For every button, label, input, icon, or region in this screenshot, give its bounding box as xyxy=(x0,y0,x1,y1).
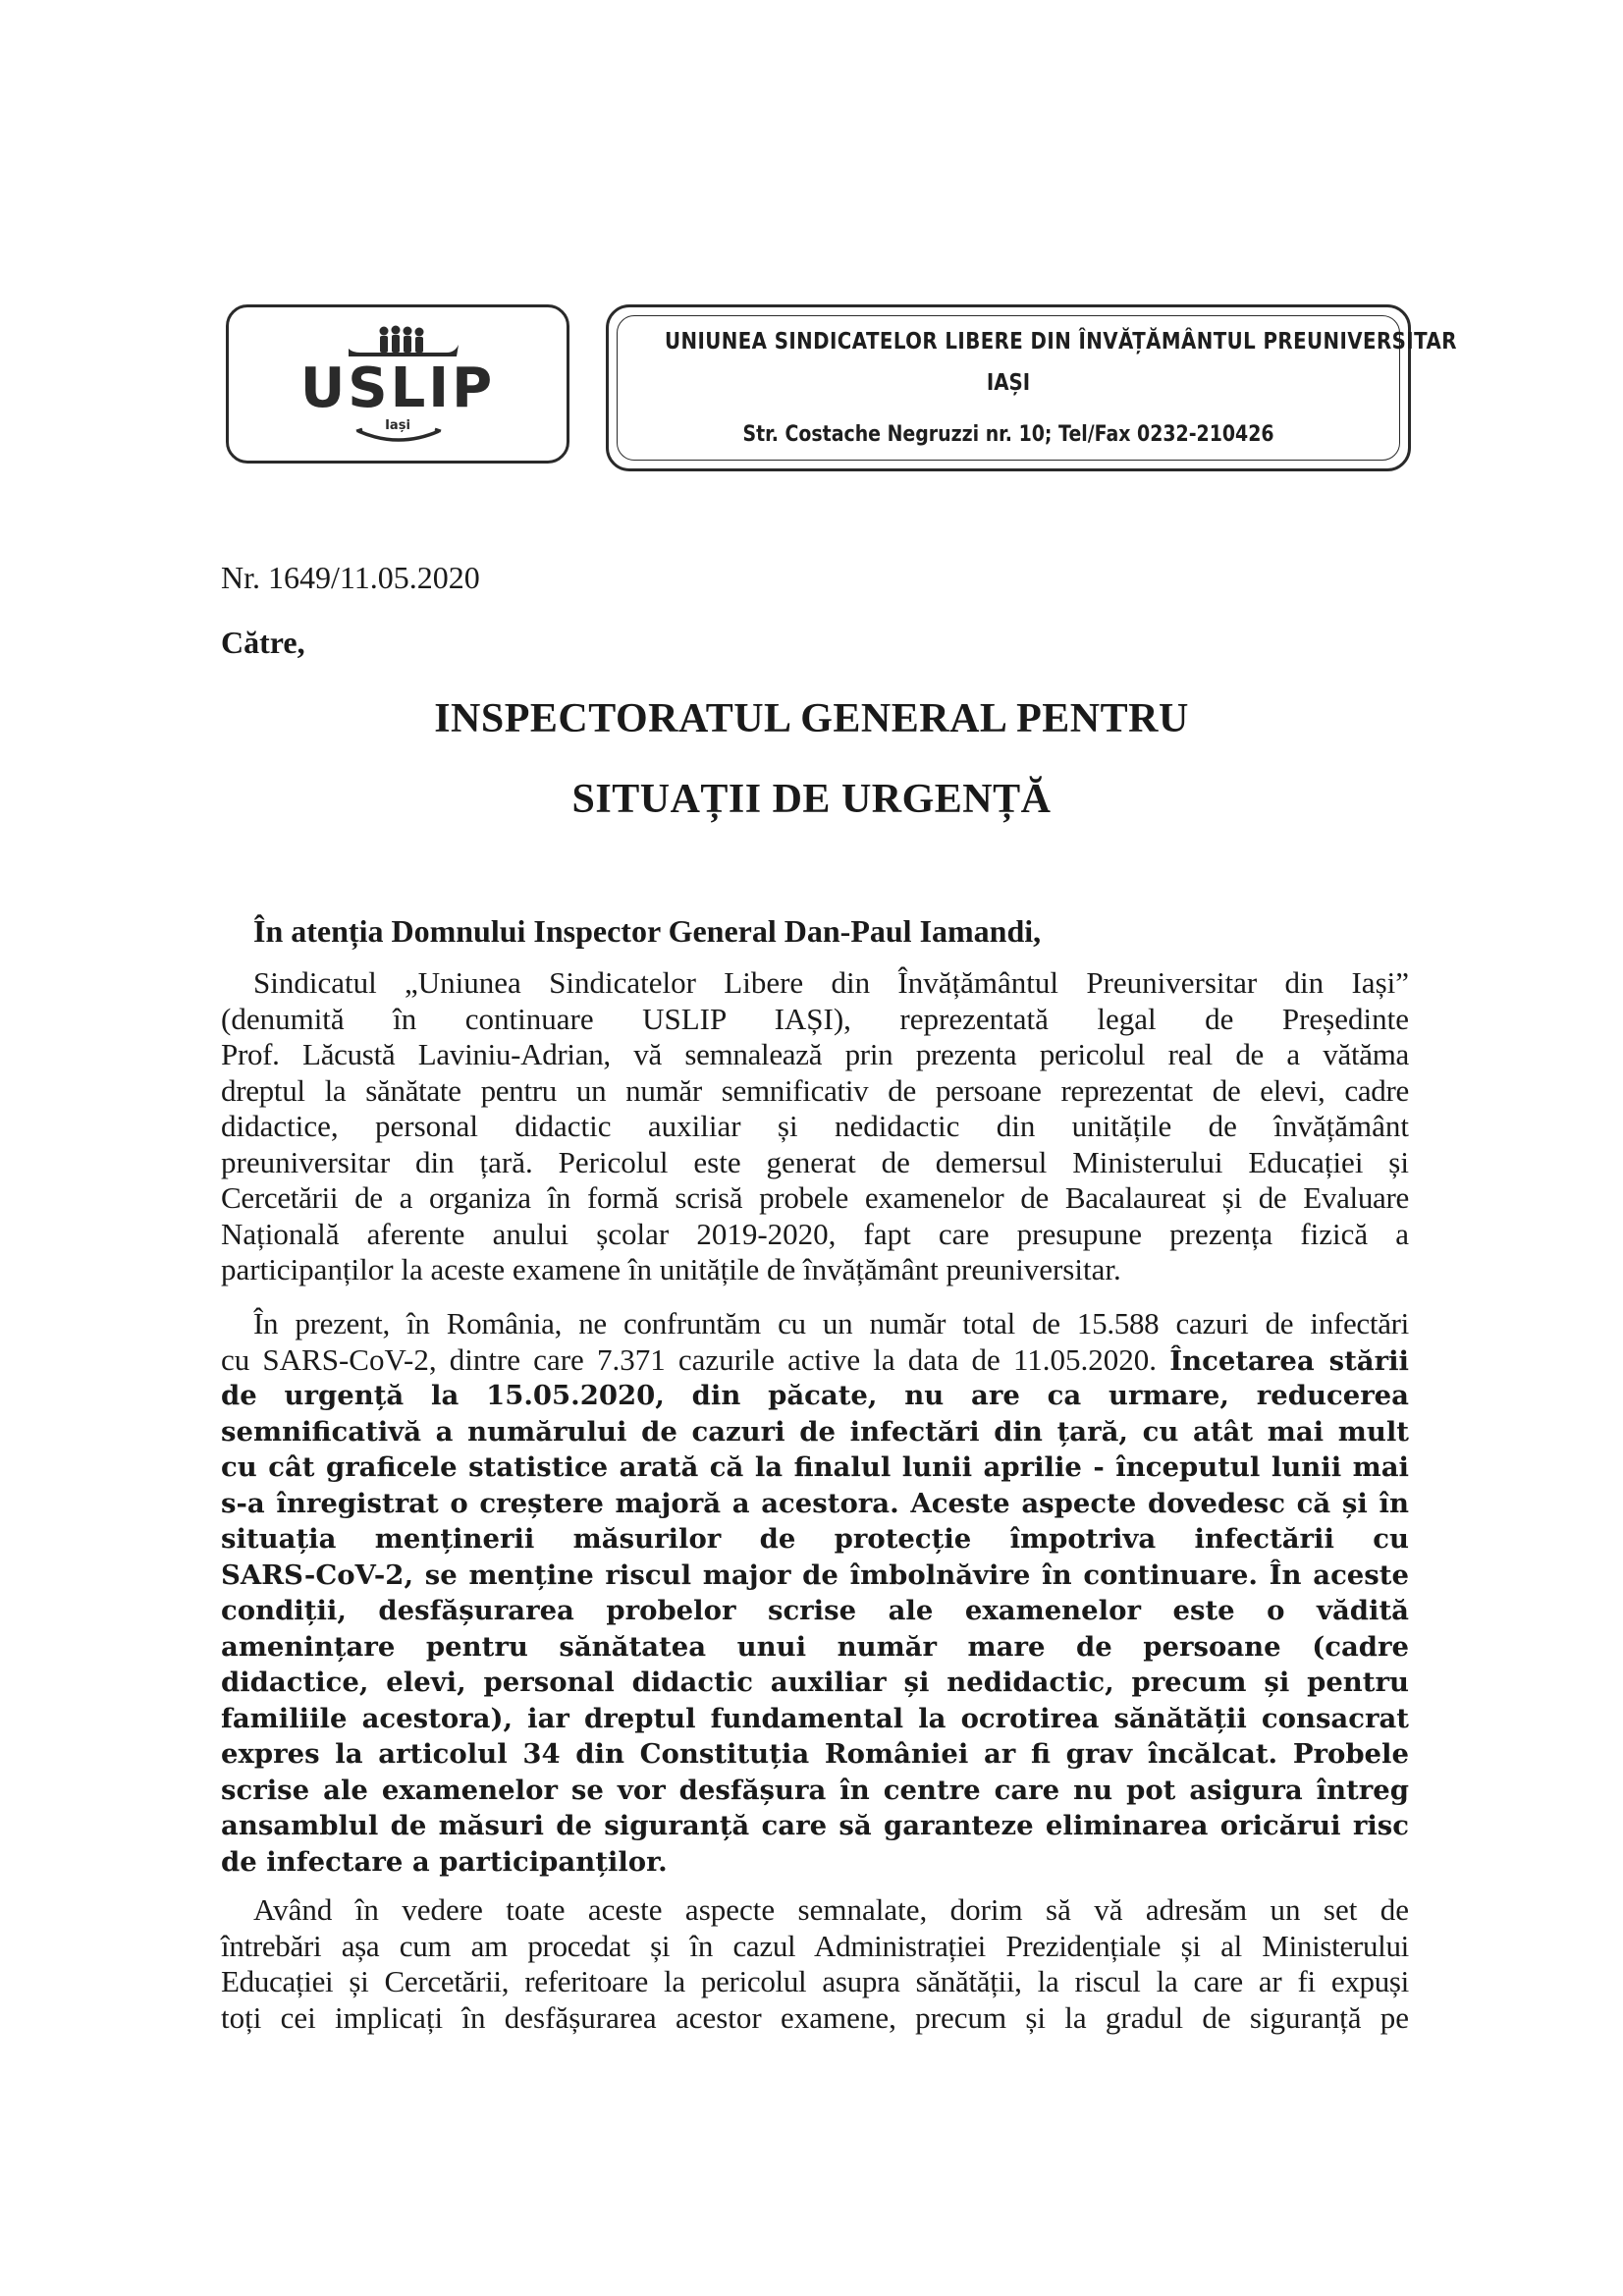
organization-name: UNIUNEA SINDICATELOR LIBERE DIN ÎNVĂȚĂMÂNTUL PREUNIVERSITAR xyxy=(664,329,1457,355)
paragraph-3 xyxy=(221,1892,1409,2036)
paragraph-line: SARS-CoV-2, se menține riscul major de îmbolnăvire în continuare. În aceste xyxy=(221,1558,1409,1591)
paragraph-line: de infectare a participanților. xyxy=(221,1845,668,1878)
paragraph-2-bold xyxy=(221,1378,1409,1880)
paragraph-line xyxy=(221,1342,1409,1379)
paragraph-line: cu cât graficele statistice arată că la finalul lunii aprilie - începutul lunii mai xyxy=(221,1451,1409,1483)
paragraph-line: toți cei implicați în desfășurarea acestor examene, precum și la gradul de siguranță pe xyxy=(221,1999,1409,2035)
paragraph-line: dreptul la sănătate pentru un număr semnificativ de persoane reprezentat de elevi, cadre xyxy=(221,1072,1409,1108)
paragraph-line: Națională aferente anului școlar 2019-2020, fapt care presupune prezența fizică a xyxy=(221,1216,1409,1251)
paragraph-line: scrise ale examenelor se vor desfășura în centre care nu pot asigura întreg xyxy=(221,1774,1409,1806)
paragraph-line: Având în vedere toate aceste aspecte semnalate, dorim să vă adresăm un set de xyxy=(253,1892,1409,1927)
paragraph-line: didactice, elevi, personal didactic auxiliar și nedidactic, precum și pentru xyxy=(221,1667,1409,1698)
paragraph-line: didactice, personal didactic auxiliar și nedidactic din unitățile de învățământ xyxy=(221,1109,1409,1143)
recipient-title-line2: SITUAȚII DE URGENȚĂ xyxy=(571,777,1052,822)
paragraph-line: Sindicatul „Uniunea Sindicatelor Libere din Învățământul Preuniversitar din Iași” xyxy=(253,965,1409,1000)
paragraph-line: preuniversitar din țară. Pericolul este generat de demersul Ministerului Educației și xyxy=(221,1144,1409,1179)
paragraph-line: (denumită în continuare USLIP IAȘI), reprezentată legal de Președinte xyxy=(221,1001,1409,1036)
paragraph-line: de urgență la 15.05.2020, din păcate, nu are ca urmare, reducerea xyxy=(221,1380,1409,1411)
paragraph-bold-start: Încetarea stării xyxy=(1169,1344,1410,1377)
organization-city: IAȘI xyxy=(986,370,1031,396)
paragraph-1 xyxy=(221,965,1409,1288)
paragraph-line: expres la articolul 34 din Constituția României ar fi grav încălcat. Probele xyxy=(221,1738,1409,1770)
recipient-label: Către, xyxy=(221,625,305,660)
paragraph-line: Cercetării de a organiza în formă scrisă probele examenelor de Bacalaureat și de Evaluare xyxy=(221,1180,1409,1215)
uslip-logo xyxy=(226,304,569,464)
reference-number: Nr. 1649/11.05.2020 xyxy=(221,560,480,595)
organization-address: Str. Costache Negruzzi nr. 10; Tel/Fax 0232-210426 xyxy=(742,422,1274,447)
swoosh-icon xyxy=(354,427,443,449)
paragraph-line: participanților la aceste examene în unitățile de învățământ preuniversitar. xyxy=(221,1252,1121,1286)
logo-subtext: Iași xyxy=(385,418,410,433)
paragraph-line: semnificativă a numărului de cazuri de infectări din țară, cu atât mai mult xyxy=(221,1415,1409,1448)
attention-line: În atenția Domnului Inspector General Dan-Paul Iamandi, xyxy=(253,913,1042,949)
recipient-title-line1: INSPECTORATUL GENERAL PENTRU xyxy=(434,696,1189,741)
paragraph-line: În prezent, în România, ne confruntăm cu un număr total de 15.588 cazuri de infectări xyxy=(253,1306,1409,1340)
logo-text: USLIP xyxy=(299,356,496,420)
paragraph-line: Prof. Lăcustă Laviniu-Adrian, vă semnalează prin prezenta pericolul real de a vătăma xyxy=(221,1037,1409,1071)
letterhead-box xyxy=(606,304,1457,471)
paragraph-line: ansamblul de măsuri de siguranță care să garanteze eliminarea oricărui risc xyxy=(221,1810,1409,1841)
paragraph-line: situația menținerii măsurilor de protecție împotriva infectării cu xyxy=(221,1523,1409,1555)
paragraph-line: s-a înregistrat o creștere majoră a acestora. Aceste aspecte dovedesc că și în xyxy=(221,1487,1409,1519)
paragraph-normal-text: cu SARS-CoV-2, dintre care 7.371 cazurile active la data de 11.05.2020. xyxy=(221,1341,1158,1377)
paragraph-line: amenințare pentru sănătatea unui număr mare de persoane (cadre xyxy=(221,1630,1409,1663)
paragraph-line: condiții, desfășurarea probelor scrise ale examenelor este o vădită xyxy=(221,1595,1409,1626)
paragraph-line: Educației și Cercetării, referitoare la pericolul asupra sănătății, la riscul la care ar fi expuși xyxy=(221,1964,1409,1998)
paragraph-2 xyxy=(221,1306,1409,1880)
paragraph-line: întrebări așa cum am procedat și în cazul Administrației Prezidențiale și al Ministerului xyxy=(221,1928,1409,1963)
paragraph-line: familiile acestora), iar dreptul fundamental la ocrotirea sănătății consacrat xyxy=(221,1702,1409,1734)
